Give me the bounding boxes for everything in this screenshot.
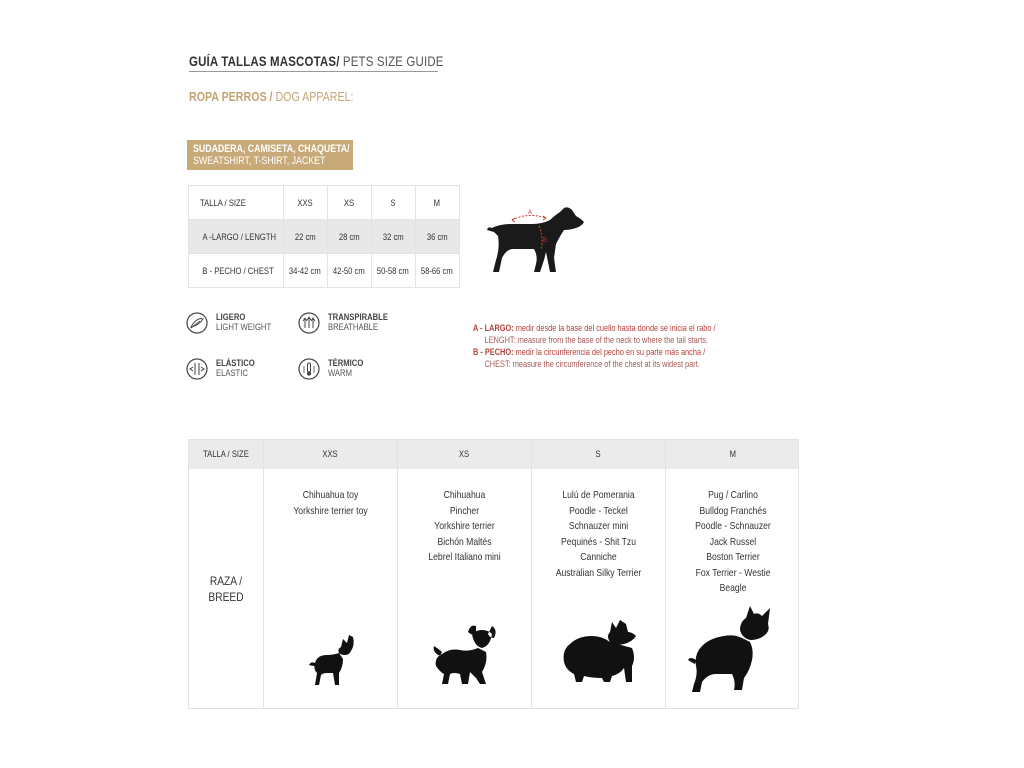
note-chest-es: B - PECHO: medir la circunferencia del pecho en su parte más ancha / [473, 347, 706, 357]
note-chest-en: CHEST: measure the circumference of the chest at its widest part. [484, 359, 700, 369]
papillon-icon [432, 622, 500, 688]
elastic-icon [186, 358, 208, 380]
length-m: 36 cm [415, 220, 459, 254]
pomeranian-icon [562, 618, 642, 686]
breed-table [188, 439, 799, 709]
breed-column-xxs [264, 440, 398, 708]
breed-size-label: TALLA / SIZE [203, 449, 249, 459]
size-table-header-row [189, 186, 460, 220]
size-table-row-chest [189, 254, 460, 288]
dog-measurement-diagram [484, 200, 594, 280]
page-subtitle [189, 89, 353, 104]
breathable-icon [298, 312, 320, 334]
size-header-label: TALLA / SIZE [189, 186, 284, 220]
subtitle-english: DOG APPAREL: [275, 89, 354, 104]
chest-s: 50-58 cm [371, 254, 415, 288]
diagram-label-b: B [543, 238, 548, 244]
feature-label-es: TRANSPIRABLE [328, 312, 388, 322]
length-s: 32 cm [371, 220, 415, 254]
title-spanish: GUÍA TALLAS MASCOTAS/ [189, 53, 340, 69]
chest-xxs: 34-42 cm [283, 254, 327, 288]
diagram-label-a: A [528, 210, 533, 216]
subtitle-spanish: ROPA PERROS / [189, 89, 276, 104]
title-underline [189, 71, 438, 72]
breed-size-xs: XS [459, 449, 470, 459]
size-header-xxs: XXS [283, 186, 327, 220]
breed-size-s: S [595, 449, 602, 459]
title-english: PETS SIZE GUIDE [339, 53, 444, 69]
note-length-es: A - LARGO: medir desde la base del cuello hasta donde se inicia el rabo / [473, 323, 716, 333]
size-table-row-length [189, 220, 460, 254]
breed-size-xxs: XXS [322, 449, 339, 459]
length-xs: 28 cm [327, 220, 371, 254]
size-header-s: S [371, 186, 415, 220]
row-label-chest: B - PECHO / CHEST [189, 254, 284, 288]
feature-light-weight [186, 310, 306, 338]
breed-list-xxs: Chihuahua toy Yorkshire terrier toy [293, 489, 368, 517]
garment-banner [187, 140, 353, 170]
breed-list-xs: Chihuahua Pincher Yorkshire terrier Bichón Maltés Lebrel Italiano mini [428, 489, 501, 563]
french-bulldog-icon [688, 604, 778, 696]
page-title [189, 53, 444, 69]
chest-xs: 42-50 cm [327, 254, 371, 288]
breed-column-s [532, 440, 666, 708]
feature-label-en: WARM [328, 368, 352, 378]
feature-label-es: ELÁSTICO [216, 358, 255, 368]
row-label-length: A -LARGO / LENGTH [189, 220, 284, 254]
breed-label-column [189, 440, 264, 708]
breed-column-m [666, 440, 800, 708]
banner-line-english: SWEATSHIRT, T-SHIRT, JACKET [193, 155, 326, 167]
feature-label-es: LIGERO [216, 312, 246, 322]
feather-icon [186, 312, 208, 334]
feature-elastic [186, 356, 306, 384]
feature-label-en: ELASTIC [216, 368, 248, 378]
banner-line-spanish: SUDADERA, CAMISETA, CHAQUETA/ [193, 143, 350, 155]
thermometer-icon [298, 358, 320, 380]
breed-list-m: Pug / Carlino Bulldog Franchés Poodle - Schnauzer Jack Russel Boston Terrier Fox Terrier - Westie Beagle [695, 489, 771, 594]
feature-label-en: LIGHT WEIGHT [216, 322, 272, 332]
breed-size-m: M [729, 449, 737, 459]
feature-label-en: BREATHABLE [328, 322, 379, 332]
feature-warm [298, 356, 418, 384]
breed-column-xs [398, 440, 532, 708]
measurement-notes [473, 322, 773, 370]
size-table [188, 185, 460, 288]
feature-label-es: TÉRMICO [328, 358, 364, 368]
feature-breathable [298, 310, 418, 338]
note-length-en: LENGHT: measure from the base of the neck to where the tail starts. [484, 335, 709, 345]
size-header-xs: XS [327, 186, 371, 220]
breed-list-s: Lulú de Pomerania Poodle - Teckel Schnauzer mini Pequinés - Shit Tzu Canniche Australian Silky Terrier [555, 489, 642, 579]
length-xxs: 22 cm [283, 220, 327, 254]
chihuahua-icon [309, 633, 361, 688]
breed-row-label: RAZA / BREED [208, 574, 244, 604]
dog-silhouette-icon [487, 207, 584, 272]
chest-m: 58-66 cm [415, 254, 459, 288]
size-header-m: M [415, 186, 459, 220]
